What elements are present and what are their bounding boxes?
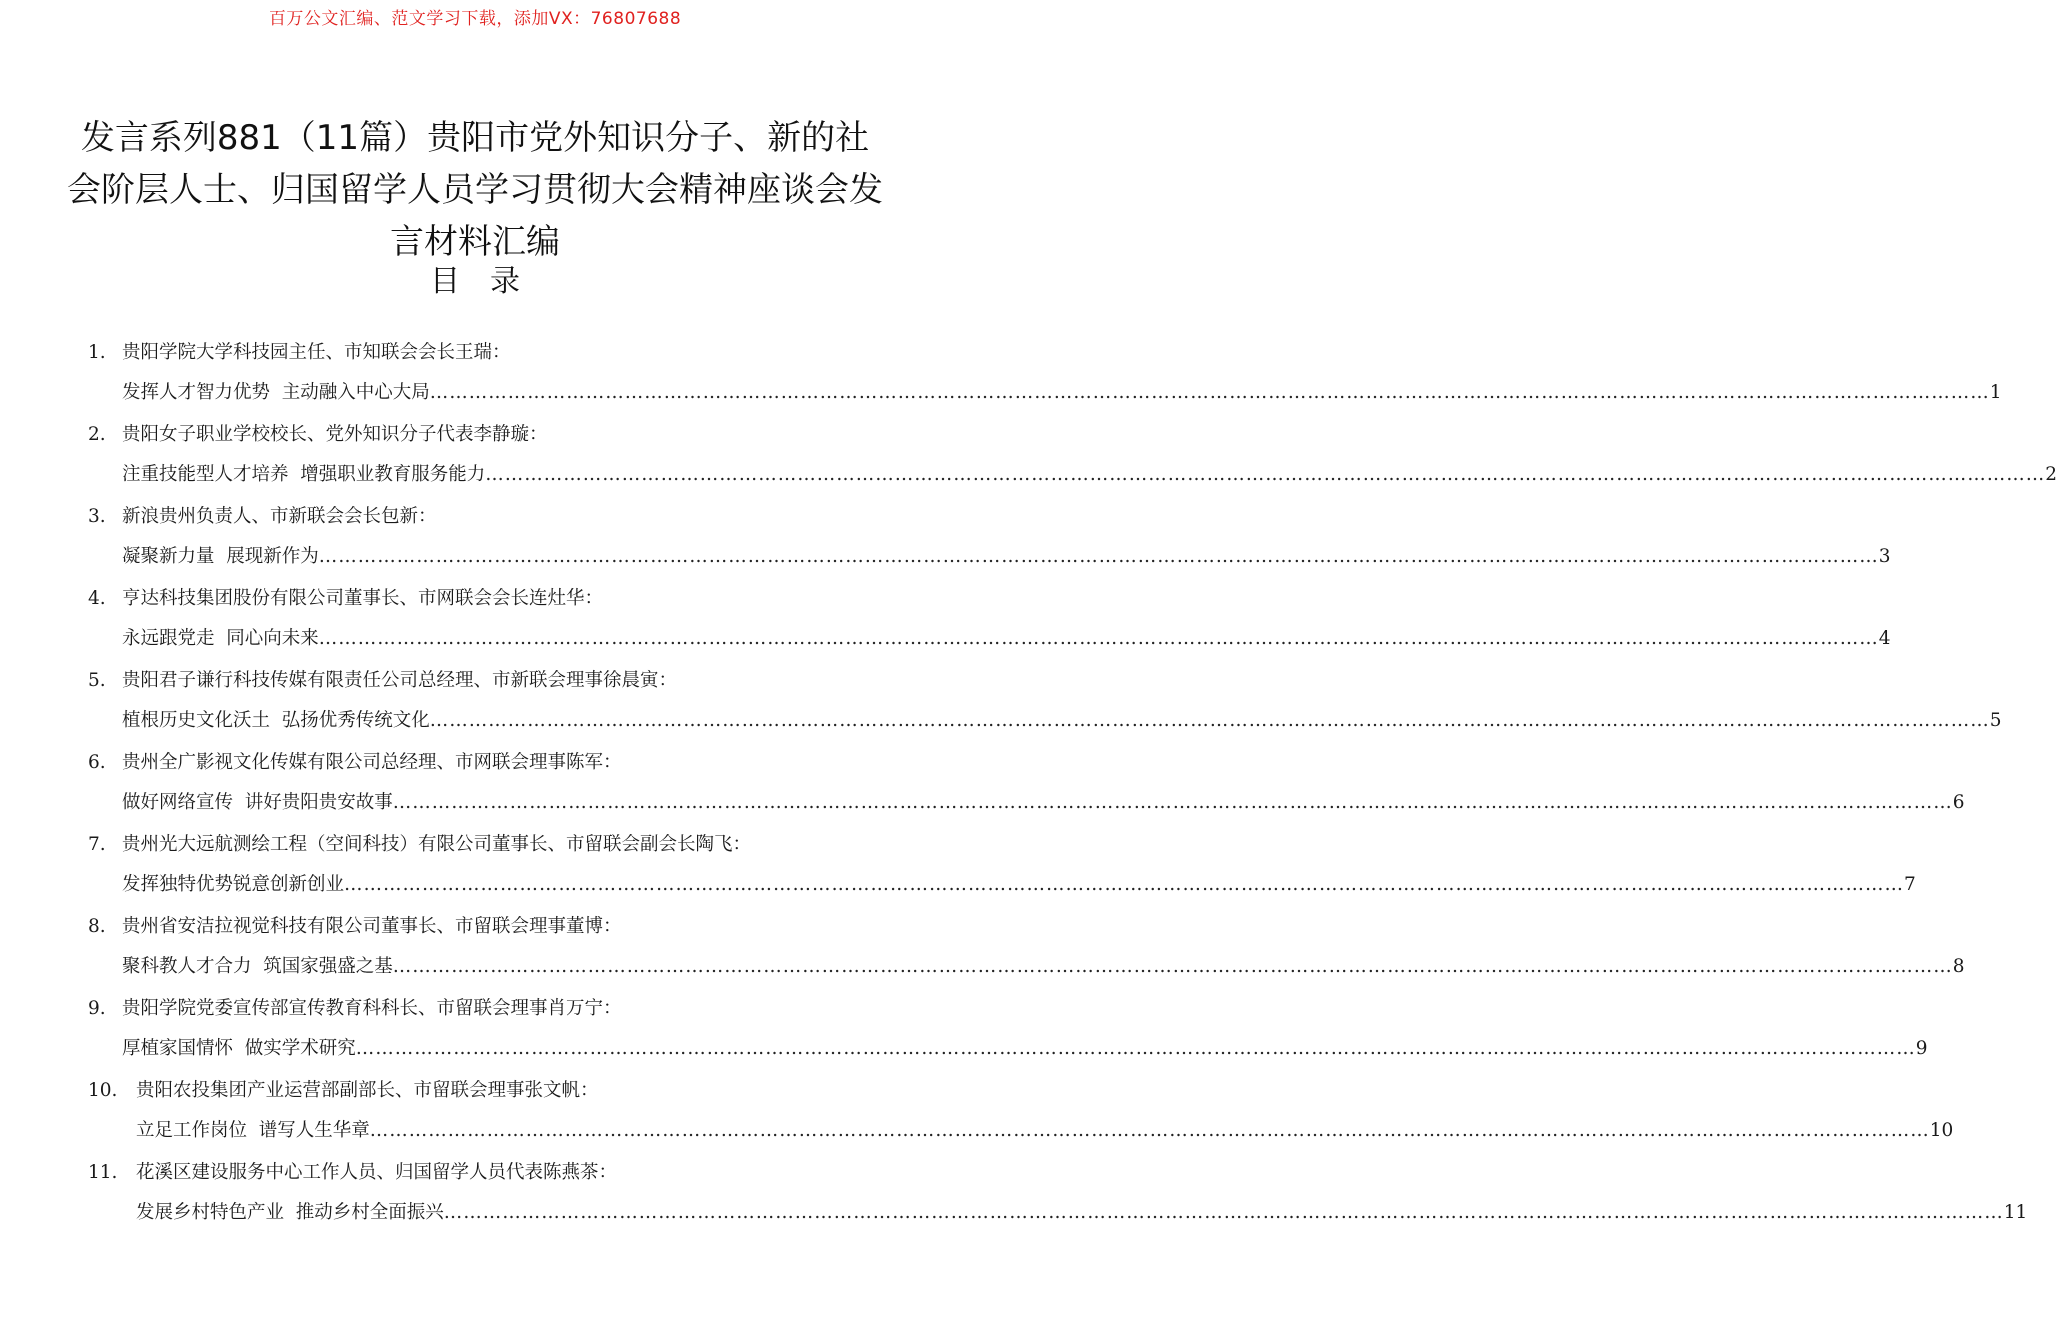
toc-author: 新浪贵州负责人、市新联会会长包新： — [122, 506, 437, 527]
toc-number: 5. — [88, 670, 106, 691]
toc-author-line — [88, 912, 622, 942]
toc-author: 贵阳君子谦行科技传媒有限责任公司总经理、市新联会理事徐晨寅： — [122, 670, 678, 691]
toc-author-line — [88, 666, 677, 696]
toc-entry — [88, 1076, 1954, 1158]
toc-page-number: 8 — [1952, 956, 1965, 977]
toc-author-line — [88, 1076, 599, 1106]
dot-leader: …………………………………………………………………………………………………………………………………………………………………………………………………………………… — [392, 792, 1953, 813]
toc-author-line — [88, 502, 437, 532]
toc-entry — [88, 666, 2002, 748]
dot-leader: …………………………………………………………………………………………………………………………………………………………………………………………………………………… — [429, 710, 1990, 731]
toc-heading: 目录 — [430, 264, 550, 299]
toc-number: 11. — [88, 1162, 118, 1183]
toc-number: 6. — [88, 752, 106, 773]
toc-author-line — [88, 420, 548, 450]
toc-author: 贵阳女子职业学校校长、党外知识分子代表李静璇： — [122, 424, 548, 445]
toc-topic: 厚植家国情怀 做实学术研究 — [122, 1038, 356, 1059]
toc-author: 贵阳学院党委宣传部宣传教育科科长、市留联会理事肖万宁： — [122, 998, 622, 1019]
toc-page-number: 6 — [1952, 792, 1965, 813]
toc-topic: 发挥独特优势锐意创新创业 — [122, 874, 345, 895]
title-line: 发言系列881（11篇）贵阳市党外知识分子、新的社 — [80, 118, 870, 158]
toc-page-number: 9 — [1915, 1038, 1928, 1059]
toc-topic: 凝聚新力量 展现新作为 — [122, 546, 319, 567]
toc-topic: 发挥人才智力优势 主动融入中心大局 — [122, 382, 430, 403]
toc-number: 10. — [88, 1080, 118, 1101]
toc-entry — [88, 830, 1916, 912]
toc-number: 7. — [88, 834, 106, 855]
toc-topic-line — [122, 378, 2002, 408]
toc-page-number: 5 — [1989, 710, 2002, 731]
toc-topic: 聚科教人才合力 筑国家强盛之基 — [122, 956, 393, 977]
toc-topic-line — [122, 706, 2002, 736]
toc-topic-line — [122, 952, 1965, 982]
toc-topic: 植根历史文化沃土 弘扬优秀传统文化 — [122, 710, 430, 731]
toc-page-number: 10 — [1929, 1120, 1954, 1141]
toc-entry — [88, 584, 1891, 666]
toc-author: 贵州省安洁拉视觉科技有限公司董事长、市留联会理事董博： — [122, 916, 622, 937]
document-title — [40, 112, 910, 268]
toc-topic: 做好网络宣传 讲好贵阳贵安故事 — [122, 792, 393, 813]
watermark-banner: 百万公文汇编、范文学习下载，添加VX：76807688 — [268, 9, 682, 29]
toc-topic: 永远跟党走 同心向未来 — [122, 628, 319, 649]
toc-author: 亨达科技集团股份有限公司董事长、市网联会会长连灶华： — [122, 588, 604, 609]
title-line: 言材料汇编 — [390, 222, 560, 262]
toc-author-line — [88, 1158, 617, 1188]
toc-number: 8. — [88, 916, 106, 937]
toc-entry — [88, 1158, 2028, 1240]
toc-author-line — [88, 994, 622, 1024]
toc-page-number: 3 — [1878, 546, 1891, 567]
toc-number: 2. — [88, 424, 106, 445]
toc-entry — [88, 912, 1965, 994]
toc-page-number: 1 — [1989, 382, 2002, 403]
table-of-contents — [88, 338, 2057, 1240]
toc-author: 花溪区建设服务中心工作人员、归国留学人员代表陈燕茶： — [136, 1162, 618, 1183]
toc-author: 贵州光大远航测绘工程（空间科技）有限公司董事长、市留联会副会长陶飞： — [122, 834, 752, 855]
dot-leader: …………………………………………………………………………………………………………………………………………………………………………………………………………………… — [429, 382, 1990, 403]
toc-topic-line — [136, 1116, 1954, 1146]
toc-author: 贵阳农投集团产业运营部副部长、市留联会理事张文帆： — [136, 1080, 599, 1101]
toc-topic-line — [122, 624, 1891, 654]
toc-page-number: 11 — [2003, 1202, 2028, 1223]
toc-number: 9. — [88, 998, 106, 1019]
toc-entry — [88, 338, 2002, 420]
dot-leader: …………………………………………………………………………………………………………………………………………………………………………………………………………………… — [392, 956, 1953, 977]
toc-entry — [88, 502, 1891, 584]
toc-topic-line — [122, 542, 1891, 572]
toc-topic-line — [122, 460, 2057, 490]
toc-author-line — [88, 830, 751, 860]
toc-page-number: 7 — [1904, 874, 1916, 895]
toc-author: 贵州全广影视文化传媒有限公司总经理、市网联会理事陈军： — [122, 752, 622, 773]
toc-topic-line — [122, 788, 1965, 818]
toc-topic-line — [136, 1198, 2028, 1228]
toc-author-line — [88, 748, 622, 778]
toc-number: 1. — [88, 342, 106, 363]
toc-entry — [88, 420, 2057, 502]
toc-author-line — [88, 584, 603, 614]
toc-page-number: 2 — [2045, 464, 2057, 485]
toc-page-number: 4 — [1878, 628, 1891, 649]
toc-topic: 注重技能型人才培养 增强职业教育服务能力 — [122, 464, 486, 485]
toc-topic-line — [122, 1034, 1928, 1064]
toc-topic-line — [122, 870, 1916, 900]
dot-leader: …………………………………………………………………………………………………………………………………………………………………………………………………………………… — [318, 546, 1879, 567]
toc-entry — [88, 994, 1928, 1076]
toc-author-line — [88, 338, 511, 368]
dot-leader: …………………………………………………………………………………………………………………………………………………………………………………………………………………… — [355, 1038, 1916, 1059]
toc-topic: 立足工作岗位 谱写人生华章 — [136, 1120, 370, 1141]
toc-number: 4. — [88, 588, 106, 609]
dot-leader: …………………………………………………………………………………………………………………………………………………………………………………………………………………… — [318, 628, 1879, 649]
toc-number: 3. — [88, 506, 106, 527]
title-line: 会阶层人士、归国留学人员学习贯彻大会精神座谈会发 — [67, 170, 883, 210]
dot-leader: …………………………………………………………………………………………………………………………………………………………………………………………………………………… — [485, 464, 2046, 485]
dot-leader: …………………………………………………………………………………………………………………………………………………………………………………………………………………… — [344, 874, 1905, 895]
toc-entry — [88, 748, 1965, 830]
dot-leader: …………………………………………………………………………………………………………………………………………………………………………………………………………………… — [369, 1120, 1930, 1141]
toc-topic: 发展乡村特色产业 推动乡村全面振兴 — [136, 1202, 444, 1223]
toc-author: 贵阳学院大学科技园主任、市知联会会长王瑞： — [122, 342, 511, 363]
dot-leader: …………………………………………………………………………………………………………………………………………………………………………………………………………………… — [443, 1202, 2004, 1223]
